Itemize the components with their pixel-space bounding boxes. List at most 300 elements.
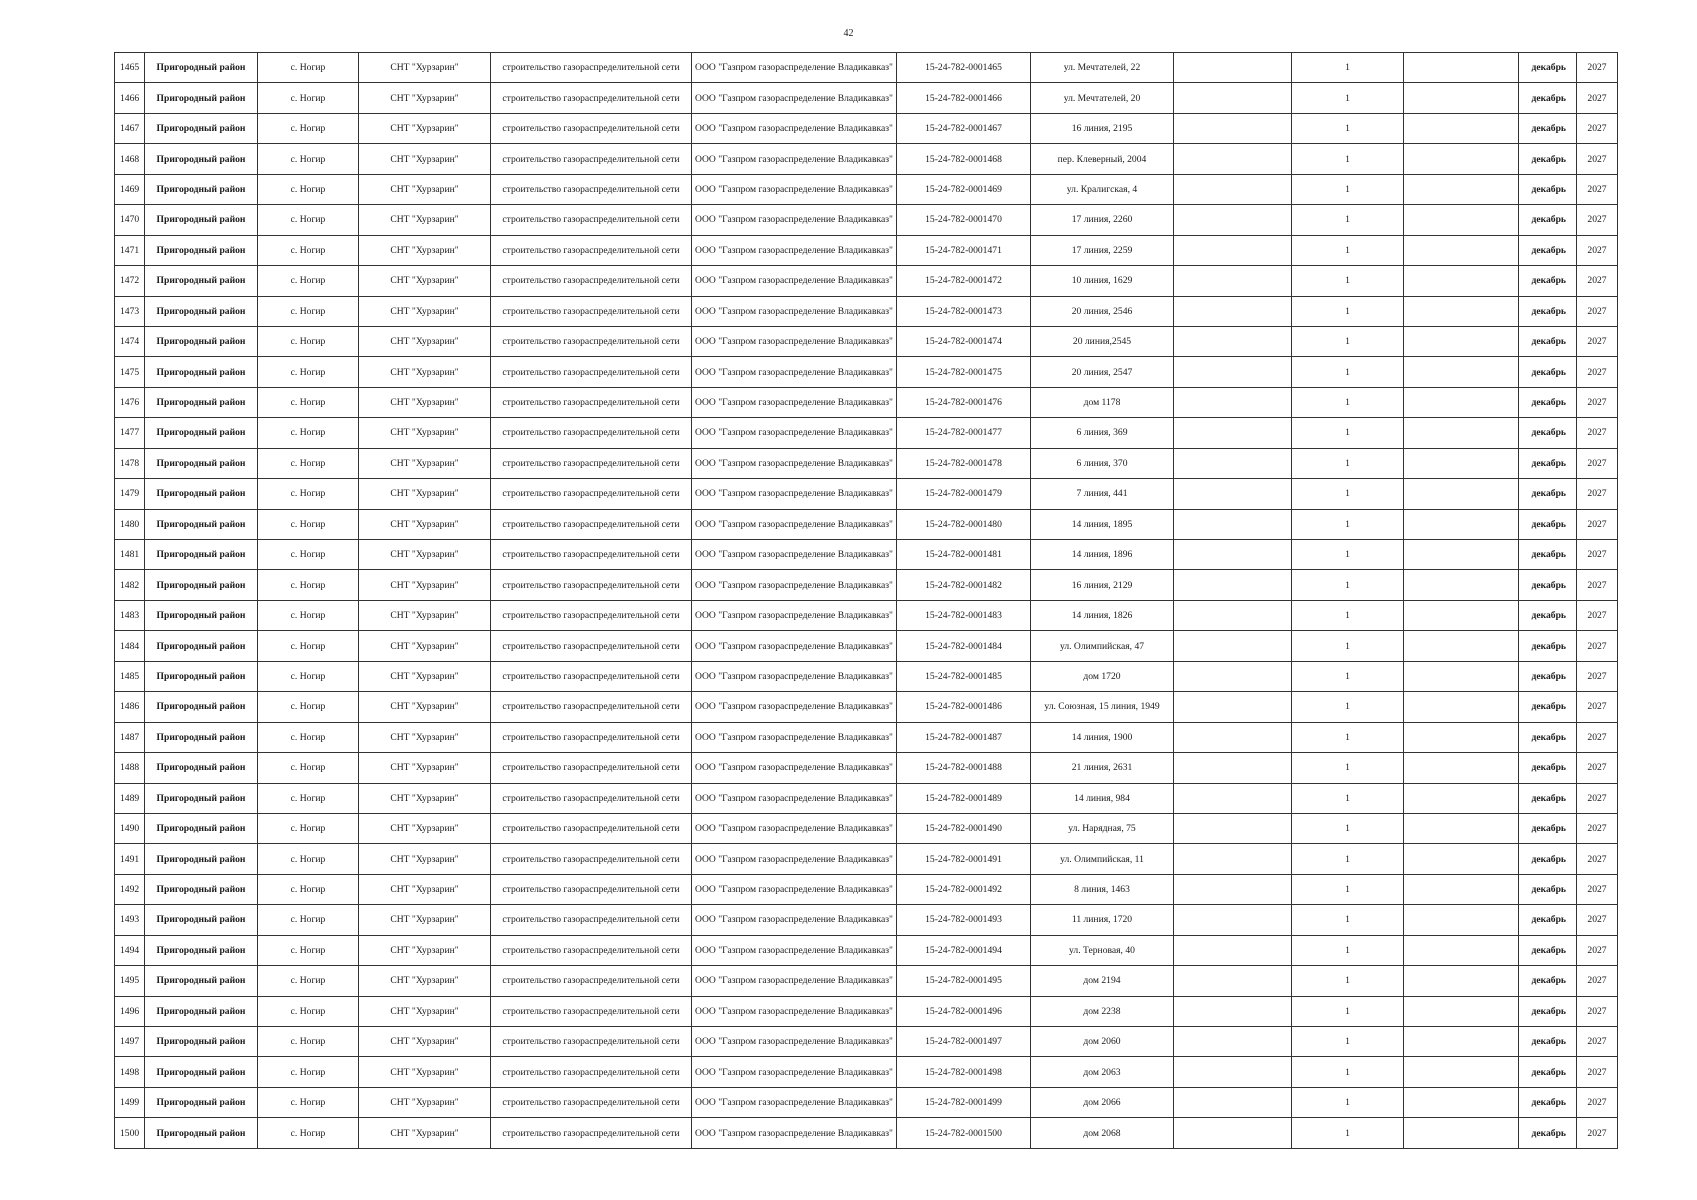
table-row (115, 1087, 1618, 1117)
snt-cell: СНТ "Хурзарин" (359, 418, 491, 448)
year-cell: 2027 (1577, 1087, 1618, 1117)
table-row (115, 966, 1618, 996)
month-cell: декабрь (1519, 813, 1577, 843)
empty-cell (1404, 1118, 1519, 1148)
year-cell: 2027 (1577, 509, 1618, 539)
table-row (115, 296, 1618, 326)
row-number-cell: 1472 (115, 266, 145, 296)
organization-cell: ООО "Газпром газораспределение Владикавказ" (692, 722, 897, 752)
table-row (115, 661, 1618, 691)
table-row (115, 205, 1618, 235)
object-code-cell: 15-24-782-0001482 (897, 570, 1031, 600)
address-cell: 14 линия, 1895 (1031, 509, 1174, 539)
work-type-cell: строительство газораспределительной сети (491, 722, 692, 752)
row-number-cell: 1474 (115, 326, 145, 356)
year-cell: 2027 (1577, 53, 1618, 83)
month-cell: декабрь (1519, 235, 1577, 265)
empty-cell (1404, 53, 1519, 83)
snt-cell: СНТ "Хурзарин" (359, 600, 491, 630)
quantity-cell: 1 (1292, 966, 1404, 996)
year-cell: 2027 (1577, 326, 1618, 356)
address-cell: пер. Клеверный, 2004 (1031, 144, 1174, 174)
month-cell: декабрь (1519, 296, 1577, 326)
locality-cell: с. Ногир (258, 996, 359, 1026)
row-number-cell: 1486 (115, 692, 145, 722)
empty-cell (1404, 874, 1519, 904)
object-code-cell: 15-24-782-0001475 (897, 357, 1031, 387)
table-row (115, 540, 1618, 570)
locality-cell: с. Ногир (258, 326, 359, 356)
work-type-cell: строительство газораспределительной сети (491, 509, 692, 539)
address-cell: дом 2060 (1031, 1027, 1174, 1057)
month-cell: декабрь (1519, 874, 1577, 904)
empty-cell (1404, 113, 1519, 143)
month-cell: декабрь (1519, 418, 1577, 448)
table-row (115, 448, 1618, 478)
work-type-cell: строительство газораспределительной сети (491, 935, 692, 965)
snt-cell: СНТ "Хурзарин" (359, 905, 491, 935)
work-type-cell: строительство газораспределительной сети (491, 479, 692, 509)
empty-cell (1404, 661, 1519, 691)
empty-cell (1174, 1118, 1292, 1148)
row-number-cell: 1481 (115, 540, 145, 570)
organization-cell: ООО "Газпром газораспределение Владикавказ" (692, 813, 897, 843)
address-cell: ул. Кралигская, 4 (1031, 174, 1174, 204)
empty-cell (1174, 326, 1292, 356)
row-number-cell: 1475 (115, 357, 145, 387)
table-row (115, 174, 1618, 204)
address-cell: ул. Нарядная, 75 (1031, 813, 1174, 843)
empty-cell (1174, 387, 1292, 417)
month-cell: декабрь (1519, 966, 1577, 996)
quantity-cell: 1 (1292, 418, 1404, 448)
object-code-cell: 15-24-782-0001484 (897, 631, 1031, 661)
quantity-cell: 1 (1292, 1027, 1404, 1057)
snt-cell: СНТ "Хурзарин" (359, 113, 491, 143)
year-cell: 2027 (1577, 144, 1618, 174)
month-cell: декабрь (1519, 326, 1577, 356)
work-type-cell: строительство газораспределительной сети (491, 631, 692, 661)
snt-cell: СНТ "Хурзарин" (359, 844, 491, 874)
locality-cell: с. Ногир (258, 418, 359, 448)
row-number-cell: 1484 (115, 631, 145, 661)
row-number-cell: 1476 (115, 387, 145, 417)
month-cell: декабрь (1519, 479, 1577, 509)
district-cell: Пригородный район (145, 813, 258, 843)
month-cell: декабрь (1519, 905, 1577, 935)
quantity-cell: 1 (1292, 53, 1404, 83)
empty-cell (1174, 266, 1292, 296)
snt-cell: СНТ "Хурзарин" (359, 53, 491, 83)
work-type-cell: строительство газораспределительной сети (491, 540, 692, 570)
organization-cell: ООО "Газпром газораспределение Владикавказ" (692, 661, 897, 691)
year-cell: 2027 (1577, 996, 1618, 1026)
address-cell: 20 линия, 2547 (1031, 357, 1174, 387)
year-cell: 2027 (1577, 357, 1618, 387)
year-cell: 2027 (1577, 1027, 1618, 1057)
organization-cell: ООО "Газпром газораспределение Владикавказ" (692, 874, 897, 904)
quantity-cell: 1 (1292, 905, 1404, 935)
organization-cell: ООО "Газпром газораспределение Владикавказ" (692, 783, 897, 813)
snt-cell: СНТ "Хурзарин" (359, 1027, 491, 1057)
year-cell: 2027 (1577, 570, 1618, 600)
address-cell: дом 2238 (1031, 996, 1174, 1026)
empty-cell (1174, 448, 1292, 478)
district-cell: Пригородный район (145, 935, 258, 965)
year-cell: 2027 (1577, 83, 1618, 113)
organization-cell: ООО "Газпром газораспределение Владикавказ" (692, 296, 897, 326)
locality-cell: с. Ногир (258, 266, 359, 296)
table-row (115, 387, 1618, 417)
table-row (115, 1027, 1618, 1057)
month-cell: декабрь (1519, 935, 1577, 965)
empty-cell (1404, 996, 1519, 1026)
object-code-cell: 15-24-782-0001469 (897, 174, 1031, 204)
organization-cell: ООО "Газпром газораспределение Владикавказ" (692, 83, 897, 113)
row-number-cell: 1485 (115, 661, 145, 691)
work-type-cell: строительство газораспределительной сети (491, 418, 692, 448)
snt-cell: СНТ "Хурзарин" (359, 935, 491, 965)
empty-cell (1174, 509, 1292, 539)
locality-cell: с. Ногир (258, 83, 359, 113)
address-cell: ул. Мечтателей, 20 (1031, 83, 1174, 113)
quantity-cell: 1 (1292, 722, 1404, 752)
quantity-cell: 1 (1292, 83, 1404, 113)
empty-cell (1174, 479, 1292, 509)
quantity-cell: 1 (1292, 1087, 1404, 1117)
district-cell: Пригородный район (145, 844, 258, 874)
locality-cell: с. Ногир (258, 387, 359, 417)
row-number-cell: 1491 (115, 844, 145, 874)
month-cell: декабрь (1519, 448, 1577, 478)
table-row (115, 692, 1618, 722)
district-cell: Пригородный район (145, 631, 258, 661)
empty-cell (1174, 205, 1292, 235)
snt-cell: СНТ "Хурзарин" (359, 874, 491, 904)
month-cell: декабрь (1519, 844, 1577, 874)
address-cell: 16 линия, 2195 (1031, 113, 1174, 143)
district-cell: Пригородный район (145, 509, 258, 539)
empty-cell (1174, 722, 1292, 752)
object-code-cell: 15-24-782-0001492 (897, 874, 1031, 904)
row-number-cell: 1497 (115, 1027, 145, 1057)
district-cell: Пригородный район (145, 387, 258, 417)
empty-cell (1174, 418, 1292, 448)
quantity-cell: 1 (1292, 844, 1404, 874)
table-row (115, 905, 1618, 935)
organization-cell: ООО "Газпром газораспределение Владикавказ" (692, 692, 897, 722)
month-cell: декабрь (1519, 387, 1577, 417)
work-type-cell: строительство газораспределительной сети (491, 966, 692, 996)
quantity-cell: 1 (1292, 540, 1404, 570)
empty-cell (1174, 83, 1292, 113)
row-number-cell: 1488 (115, 753, 145, 783)
empty-cell (1404, 844, 1519, 874)
district-cell: Пригородный район (145, 1118, 258, 1148)
row-number-cell: 1473 (115, 296, 145, 326)
month-cell: декабрь (1519, 631, 1577, 661)
address-cell: 6 линия, 370 (1031, 448, 1174, 478)
year-cell: 2027 (1577, 935, 1618, 965)
work-type-cell: строительство газораспределительной сети (491, 844, 692, 874)
locality-cell: с. Ногир (258, 905, 359, 935)
empty-cell (1404, 813, 1519, 843)
district-cell: Пригородный район (145, 326, 258, 356)
row-number-cell: 1496 (115, 996, 145, 1026)
object-code-cell: 15-24-782-0001468 (897, 144, 1031, 174)
district-cell: Пригородный район (145, 1087, 258, 1117)
address-cell: ул. Олимпийская, 47 (1031, 631, 1174, 661)
snt-cell: СНТ "Хурзарин" (359, 1087, 491, 1117)
empty-cell (1404, 326, 1519, 356)
empty-cell (1174, 174, 1292, 204)
row-number-cell: 1477 (115, 418, 145, 448)
locality-cell: с. Ногир (258, 661, 359, 691)
month-cell: декабрь (1519, 600, 1577, 630)
empty-cell (1404, 144, 1519, 174)
row-number-cell: 1469 (115, 174, 145, 204)
object-code-cell: 15-24-782-0001485 (897, 661, 1031, 691)
work-type-cell: строительство газораспределительной сети (491, 448, 692, 478)
year-cell: 2027 (1577, 813, 1618, 843)
year-cell: 2027 (1577, 1057, 1618, 1087)
organization-cell: ООО "Газпром газораспределение Владикавказ" (692, 1118, 897, 1148)
locality-cell: с. Ногир (258, 935, 359, 965)
quantity-cell: 1 (1292, 326, 1404, 356)
empty-cell (1174, 296, 1292, 326)
object-code-cell: 15-24-782-0001493 (897, 905, 1031, 935)
quantity-cell: 1 (1292, 509, 1404, 539)
object-code-cell: 15-24-782-0001497 (897, 1027, 1031, 1057)
snt-cell: СНТ "Хурзарин" (359, 1057, 491, 1087)
address-cell: 10 линия, 1629 (1031, 266, 1174, 296)
row-number-cell: 1498 (115, 1057, 145, 1087)
snt-cell: СНТ "Хурзарин" (359, 296, 491, 326)
row-number-cell: 1483 (115, 600, 145, 630)
empty-cell (1404, 905, 1519, 935)
month-cell: декабрь (1519, 692, 1577, 722)
snt-cell: СНТ "Хурзарин" (359, 479, 491, 509)
locality-cell: с. Ногир (258, 844, 359, 874)
empty-cell (1174, 874, 1292, 904)
month-cell: декабрь (1519, 540, 1577, 570)
empty-cell (1404, 966, 1519, 996)
quantity-cell: 1 (1292, 600, 1404, 630)
organization-cell: ООО "Газпром газораспределение Владикавказ" (692, 570, 897, 600)
work-type-cell: строительство газораспределительной сети (491, 235, 692, 265)
district-cell: Пригородный район (145, 296, 258, 326)
table-row (115, 509, 1618, 539)
organization-cell: ООО "Газпром газораспределение Владикавказ" (692, 753, 897, 783)
organization-cell: ООО "Газпром газораспределение Владикавказ" (692, 905, 897, 935)
empty-cell (1174, 144, 1292, 174)
object-code-cell: 15-24-782-0001471 (897, 235, 1031, 265)
district-cell: Пригородный район (145, 540, 258, 570)
page-number: 42 (843, 28, 854, 39)
empty-cell (1404, 296, 1519, 326)
district-cell: Пригородный район (145, 144, 258, 174)
object-code-cell: 15-24-782-0001470 (897, 205, 1031, 235)
object-code-cell: 15-24-782-0001472 (897, 266, 1031, 296)
organization-cell: ООО "Газпром газораспределение Владикавказ" (692, 174, 897, 204)
empty-cell (1404, 509, 1519, 539)
year-cell: 2027 (1577, 600, 1618, 630)
table-row (115, 570, 1618, 600)
quantity-cell: 1 (1292, 813, 1404, 843)
organization-cell: ООО "Газпром газораспределение Владикавказ" (692, 540, 897, 570)
organization-cell: ООО "Газпром газораспределение Владикавказ" (692, 53, 897, 83)
address-cell: 7 линия, 441 (1031, 479, 1174, 509)
quantity-cell: 1 (1292, 174, 1404, 204)
year-cell: 2027 (1577, 235, 1618, 265)
gasification-table (114, 52, 1618, 1149)
snt-cell: СНТ "Хурзарин" (359, 83, 491, 113)
work-type-cell: строительство газораспределительной сети (491, 174, 692, 204)
locality-cell: с. Ногир (258, 448, 359, 478)
snt-cell: СНТ "Хурзарин" (359, 174, 491, 204)
quantity-cell: 1 (1292, 753, 1404, 783)
empty-cell (1174, 783, 1292, 813)
empty-cell (1174, 844, 1292, 874)
snt-cell: СНТ "Хурзарин" (359, 144, 491, 174)
empty-cell (1404, 479, 1519, 509)
district-cell: Пригородный район (145, 722, 258, 752)
district-cell: Пригородный район (145, 570, 258, 600)
object-code-cell: 15-24-782-0001488 (897, 753, 1031, 783)
year-cell: 2027 (1577, 387, 1618, 417)
locality-cell: с. Ногир (258, 813, 359, 843)
district-cell: Пригородный район (145, 235, 258, 265)
snt-cell: СНТ "Хурзарин" (359, 692, 491, 722)
organization-cell: ООО "Газпром газораспределение Владикавказ" (692, 600, 897, 630)
object-code-cell: 15-24-782-0001477 (897, 418, 1031, 448)
address-cell: 6 линия, 369 (1031, 418, 1174, 448)
empty-cell (1404, 418, 1519, 448)
district-cell: Пригородный район (145, 83, 258, 113)
organization-cell: ООО "Газпром газораспределение Владикавказ" (692, 205, 897, 235)
month-cell: декабрь (1519, 1087, 1577, 1117)
work-type-cell: строительство газораспределительной сети (491, 205, 692, 235)
quantity-cell: 1 (1292, 296, 1404, 326)
table-row (115, 1057, 1618, 1087)
address-cell: 17 линия, 2260 (1031, 205, 1174, 235)
locality-cell: с. Ногир (258, 783, 359, 813)
locality-cell: с. Ногир (258, 1027, 359, 1057)
district-cell: Пригородный район (145, 692, 258, 722)
month-cell: декабрь (1519, 783, 1577, 813)
work-type-cell: строительство газораспределительной сети (491, 53, 692, 83)
locality-cell: с. Ногир (258, 570, 359, 600)
table-row (115, 266, 1618, 296)
quantity-cell: 1 (1292, 113, 1404, 143)
work-type-cell: строительство газораспределительной сети (491, 905, 692, 935)
address-cell: 14 линия, 984 (1031, 783, 1174, 813)
quantity-cell: 1 (1292, 1118, 1404, 1148)
empty-cell (1174, 996, 1292, 1026)
district-cell: Пригородный район (145, 479, 258, 509)
year-cell: 2027 (1577, 844, 1618, 874)
address-cell: дом 2063 (1031, 1057, 1174, 1087)
organization-cell: ООО "Газпром газораспределение Владикавказ" (692, 235, 897, 265)
locality-cell: с. Ногир (258, 631, 359, 661)
object-code-cell: 15-24-782-0001473 (897, 296, 1031, 326)
district-cell: Пригородный район (145, 205, 258, 235)
row-number-cell: 1493 (115, 905, 145, 935)
month-cell: декабрь (1519, 753, 1577, 783)
empty-cell (1174, 661, 1292, 691)
quantity-cell: 1 (1292, 1057, 1404, 1087)
row-number-cell: 1487 (115, 722, 145, 752)
object-code-cell: 15-24-782-0001499 (897, 1087, 1031, 1117)
district-cell: Пригородный район (145, 113, 258, 143)
district-cell: Пригородный район (145, 905, 258, 935)
locality-cell: с. Ногир (258, 966, 359, 996)
address-cell: 11 линия, 1720 (1031, 905, 1174, 935)
table-row (115, 813, 1618, 843)
address-cell: ул. Терновая, 40 (1031, 935, 1174, 965)
year-cell: 2027 (1577, 113, 1618, 143)
organization-cell: ООО "Газпром газораспределение Владикавказ" (692, 1027, 897, 1057)
locality-cell: с. Ногир (258, 479, 359, 509)
empty-cell (1404, 540, 1519, 570)
work-type-cell: строительство газораспределительной сети (491, 692, 692, 722)
snt-cell: СНТ "Хурзарин" (359, 966, 491, 996)
organization-cell: ООО "Газпром газораспределение Владикавказ" (692, 996, 897, 1026)
district-cell: Пригородный район (145, 753, 258, 783)
empty-cell (1404, 83, 1519, 113)
month-cell: декабрь (1519, 83, 1577, 113)
empty-cell (1404, 357, 1519, 387)
row-number-cell: 1489 (115, 783, 145, 813)
work-type-cell: строительство газораспределительной сети (491, 1027, 692, 1057)
locality-cell: с. Ногир (258, 540, 359, 570)
month-cell: декабрь (1519, 570, 1577, 600)
table-row (115, 113, 1618, 143)
year-cell: 2027 (1577, 905, 1618, 935)
object-code-cell: 15-24-782-0001500 (897, 1118, 1031, 1148)
locality-cell: с. Ногир (258, 174, 359, 204)
district-cell: Пригородный район (145, 600, 258, 630)
work-type-cell: строительство газораспределительной сети (491, 113, 692, 143)
year-cell: 2027 (1577, 266, 1618, 296)
object-code-cell: 15-24-782-0001498 (897, 1057, 1031, 1087)
quantity-cell: 1 (1292, 144, 1404, 174)
empty-cell (1174, 540, 1292, 570)
work-type-cell: строительство газораспределительной сети (491, 266, 692, 296)
row-number-cell: 1466 (115, 83, 145, 113)
district-cell: Пригородный район (145, 357, 258, 387)
locality-cell: с. Ногир (258, 874, 359, 904)
object-code-cell: 15-24-782-0001483 (897, 600, 1031, 630)
object-code-cell: 15-24-782-0001467 (897, 113, 1031, 143)
district-cell: Пригородный район (145, 661, 258, 691)
organization-cell: ООО "Газпром газораспределение Владикавказ" (692, 418, 897, 448)
object-code-cell: 15-24-782-0001486 (897, 692, 1031, 722)
organization-cell: ООО "Газпром газораспределение Владикавказ" (692, 266, 897, 296)
empty-cell (1404, 448, 1519, 478)
row-number-cell: 1468 (115, 144, 145, 174)
locality-cell: с. Ногир (258, 296, 359, 326)
locality-cell: с. Ногир (258, 235, 359, 265)
work-type-cell: строительство газораспределительной сети (491, 874, 692, 904)
row-number-cell: 1499 (115, 1087, 145, 1117)
snt-cell: СНТ "Хурзарин" (359, 753, 491, 783)
object-code-cell: 15-24-782-0001466 (897, 83, 1031, 113)
work-type-cell: строительство газораспределительной сети (491, 326, 692, 356)
object-code-cell: 15-24-782-0001479 (897, 479, 1031, 509)
work-type-cell: строительство газораспределительной сети (491, 783, 692, 813)
organization-cell: ООО "Газпром газораспределение Владикавказ" (692, 631, 897, 661)
